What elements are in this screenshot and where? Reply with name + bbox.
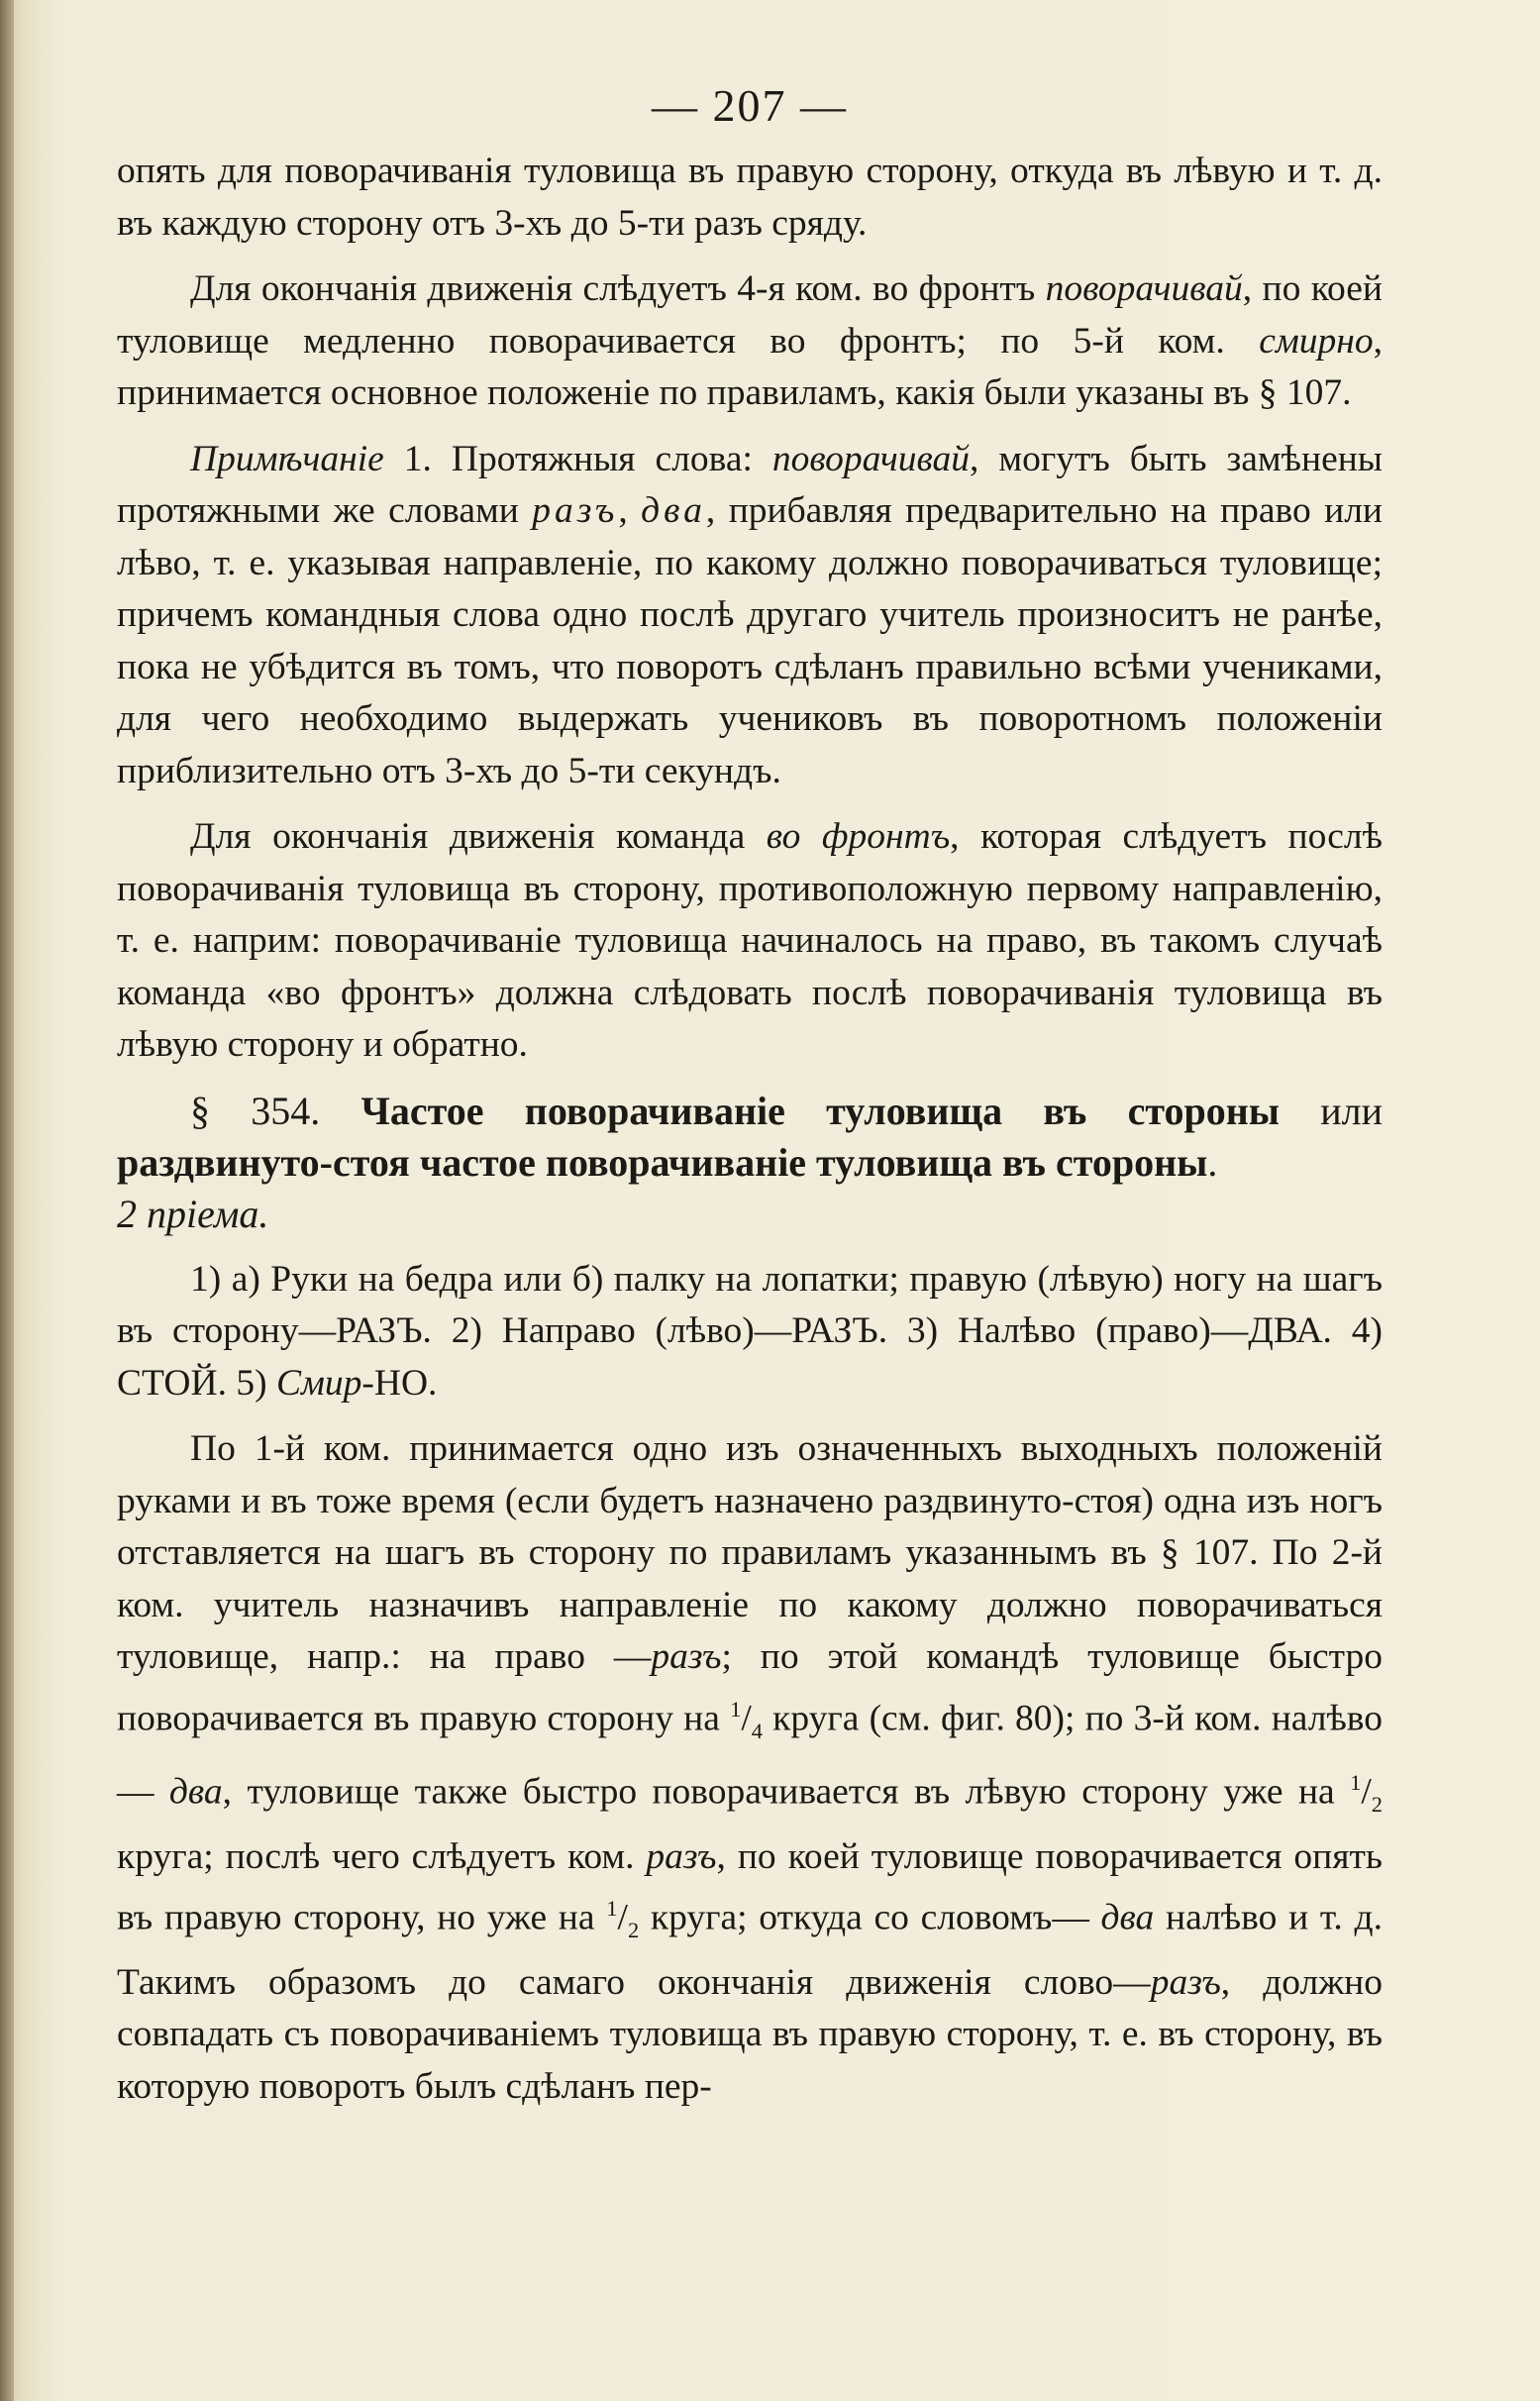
paragraph-1: опять для поворачиванія туловища въ правую сторону, откуда въ лѣвую и т. д. въ каждую сторону отъ 3-хъ до 5-ти разъ сряду. xyxy=(117,151,1383,244)
page-number: — 207 — xyxy=(652,80,848,131)
section-or: или xyxy=(1279,1088,1384,1133)
fraction-numerator: 1 xyxy=(730,1696,742,1722)
fraction-numerator: 1 xyxy=(606,1896,618,1921)
text: Для окончанія движенія слѣдуетъ 4-я ком. во фронтъ xyxy=(190,268,1046,309)
text: , которая слѣдуетъ послѣ поворачиванія туловища въ сторону, противоположную первому направленію, т. е. наприм: поворачиваніе туловища начиналось на право, въ такомъ случаѣ команда «во фронтъ» должна слѣдовать послѣ поворачиванія туловища въ лѣвую сторону и обратно. xyxy=(117,816,1383,1065)
fraction-denominator: 2 xyxy=(1371,1792,1384,1817)
text: , по коей туловище поворачивается опять въ правую сторону, но уже на xyxy=(117,1835,1383,1938)
fraction-numerator: 1 xyxy=(1350,1770,1362,1795)
spaced-command: разъ xyxy=(532,490,619,531)
text: ; по этой командѣ туловище быстро поворачивается въ правую сторону на xyxy=(117,1636,1383,1738)
section-title-a: Частое поворачиваніе туловища въ стороны xyxy=(360,1088,1280,1133)
italic-command: поворачивай xyxy=(1045,268,1243,309)
text: -НО. xyxy=(361,1362,438,1404)
text: 1) а) Руки на бедра или б) палку на лопатки; правую (лѣвую) ногу на шагъ въ сторону—РАЗЪ. 2) Направо (лѣво)—РАЗЪ. 3) Налѣво (право)—ДВА. 4) СТОЙ. 5) xyxy=(117,1258,1383,1404)
paragraph-note-1 xyxy=(117,434,1383,798)
italic-command: два xyxy=(1100,1897,1155,1938)
note-label: Примѣчаніе xyxy=(190,438,384,479)
text: , по коей туловище медленно поворачивается во фронтъ; по 5-й ком. xyxy=(117,268,1383,362)
paragraph-commands xyxy=(117,1254,1383,1410)
section-number: § 354. xyxy=(190,1088,321,1133)
section-title-b: раздвинуто-стоя частое поворачиваніе туловища въ стороны xyxy=(117,1139,1208,1185)
italic-command: во фронтъ xyxy=(766,816,951,857)
text: круга; откуда со словомъ— xyxy=(639,1897,1101,1938)
spaced-command: два xyxy=(641,490,706,531)
text: По 1-й ком. принимается одно изъ означенныхъ выходныхъ положеній руками и въ тоже время (если будетъ назначено раздвинуто-стоя) одна изъ ногъ отставляется на шагъ въ сторону по правиламъ указаннымъ въ § 107. По 2-й ком. учитель назначивъ направленіе по какому должно поворачиваться туловище, напр.: на право — xyxy=(117,1428,1383,1677)
text: , должно совпадать съ поворачиваніемъ туловища въ правую сторону, т. е. въ сторону, въ которую поворотъ былъ сдѣланъ пер- xyxy=(117,1961,1383,2107)
text: налѣво и т. д. Такимъ образомъ до самаго окончанія движенія слово— xyxy=(117,1897,1383,2003)
fraction-denominator: 4 xyxy=(751,1718,763,1743)
text: , принимается основное положеніе по правиламъ, какія были указаны въ § 107. xyxy=(117,320,1383,413)
italic-command: разъ xyxy=(651,1636,722,1677)
italic-command: смирно xyxy=(1259,320,1374,362)
italic-command: разъ xyxy=(1150,1961,1221,2003)
text: , xyxy=(618,490,642,531)
section-dot: . xyxy=(1207,1139,1218,1185)
text: 1. Протяжныя слова: xyxy=(383,438,772,479)
paragraph-4 xyxy=(117,811,1383,1072)
paragraph-2 xyxy=(117,263,1383,420)
text: , могутъ быть замѣнены протяжными же словами xyxy=(117,438,1383,531)
section-priema: 2 пріема. xyxy=(117,1191,269,1236)
fraction-denominator: 2 xyxy=(627,1918,640,1942)
paragraph-6: По 1-й ком. принимается одно изъ означенныхъ выходныхъ положеній руками и въ тоже время (если будетъ назначено раздвинуто-стоя) одна изъ ногъ отставляется на шагъ въ сторону по правиламъ указаннымъ въ § 107. По 2-й ком. учитель назначивъ направленіе по какому должно поворачиваться туловище, напр.: на право —разъ; по этой командѣ туловище быстро поворачивается въ правую сторону на $^1/_4$ круга (см. фиг. 80); по 3-й ком. налѣво — два, туловище также быстро поворачивается въ лѣвую сторону уже на $^1/_2$ круга; послѣ чего слѣдуетъ ком. разъ, по коей туловище поворачивается опять въ правую сторону, но уже на $^1/_2$ круга; откуда со словомъ— два налѣво и т. д. Такимъ образомъ до самаго окончанія движенія слово—разъ, должно совпадать съ поворачиваніемъ туловища въ правую сторону, т. е. въ сторону, въ которую поворотъ былъ сдѣланъ пер- xyxy=(117,1428,1384,2107)
text: , прибавляя предварительно на право или лѣво, т. е. указывая направленіе, по какому должно поворачиваться туловище; причемъ командныя слова одно послѣ другаго учитель произноситъ не ранѣе, пока не убѣдится въ томъ, что поворотъ сдѣланъ правильно всѣми учениками, для чего необходимо выдержать учениковъ въ поворотномъ положеніи приблизительно отъ 3-хъ до 5-ти секундъ. xyxy=(117,490,1383,791)
text: круга; послѣ чего слѣдуетъ ком. xyxy=(117,1835,647,1877)
text: , туловище также быстро поворачивается въ лѣвую сторону уже на xyxy=(222,1771,1351,1813)
page-content xyxy=(117,79,1383,2127)
italic-command: разъ xyxy=(646,1835,717,1877)
text: круга (см. фиг. 80); по 3-й ком. налѣво — xyxy=(117,1698,1384,1813)
italic-command: Смир xyxy=(275,1362,362,1404)
section-heading xyxy=(117,1086,1383,1240)
page-spine-shadow xyxy=(0,0,14,2401)
italic-command: два xyxy=(168,1771,223,1813)
italic-command: поворачивай xyxy=(771,438,971,479)
text: Для окончанія движенія команда xyxy=(190,816,767,857)
